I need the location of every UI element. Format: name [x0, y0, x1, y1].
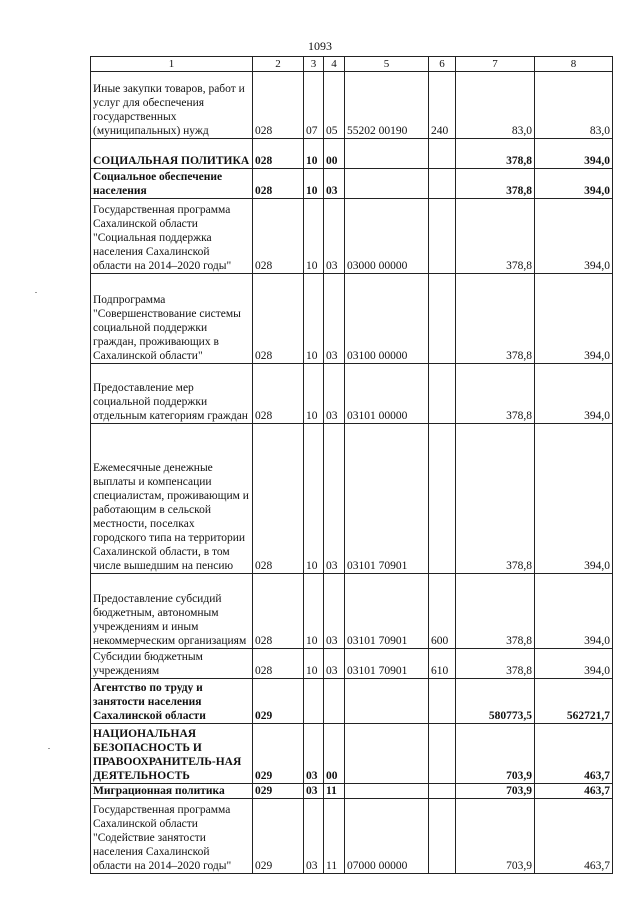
- row-code: 029: [253, 799, 304, 874]
- row-code: 029: [253, 724, 304, 784]
- row-value-year-1: 703,9: [456, 799, 535, 874]
- row-value-year-2: 394,0: [535, 139, 613, 169]
- column-header: 5: [345, 57, 429, 72]
- row-section: 10: [304, 199, 324, 274]
- row-expense-type: [429, 139, 456, 169]
- row-target-article: [345, 724, 429, 784]
- row-section: 10: [304, 274, 324, 364]
- row-target-article: 03101 70901: [345, 424, 429, 574]
- table-row: [91, 274, 613, 364]
- row-subsection: 05: [324, 72, 345, 139]
- table-row: [91, 72, 613, 139]
- row-expense-type: [429, 364, 456, 424]
- row-value-year-2: 394,0: [535, 574, 613, 649]
- row-section: 03: [304, 799, 324, 874]
- row-target-article: 03101 70901: [345, 574, 429, 649]
- row-name: Миграционная политика: [91, 784, 253, 799]
- row-subsection: 03: [324, 169, 345, 199]
- row-subsection: 11: [324, 784, 345, 799]
- column-header: 6: [429, 57, 456, 72]
- row-expense-type: [429, 679, 456, 724]
- row-value-year-1: 703,9: [456, 784, 535, 799]
- row-code: 028: [253, 72, 304, 139]
- column-header: 8: [535, 57, 613, 72]
- row-section: 10: [304, 364, 324, 424]
- row-name: Предоставление субсидий бюджетным, автономным учреждениям и иным некоммерческим организациям: [91, 574, 253, 649]
- row-subsection: 03: [324, 199, 345, 274]
- row-value-year-2: 394,0: [535, 649, 613, 679]
- row-section: 10: [304, 169, 324, 199]
- row-subsection: 03: [324, 364, 345, 424]
- row-value-year-2: 463,7: [535, 784, 613, 799]
- table-row: [91, 799, 613, 874]
- column-header: 7: [456, 57, 535, 72]
- row-expense-type: [429, 274, 456, 364]
- row-value-year-1: 378,8: [456, 364, 535, 424]
- table-row: [91, 199, 613, 274]
- column-header: 1: [91, 57, 253, 72]
- table-body: [91, 72, 613, 874]
- row-value-year-1: 580773,5: [456, 679, 535, 724]
- row-subsection: 03: [324, 649, 345, 679]
- row-expense-type: [429, 784, 456, 799]
- row-expense-type: 600: [429, 574, 456, 649]
- row-target-article: [345, 169, 429, 199]
- row-value-year-1: 378,8: [456, 649, 535, 679]
- row-value-year-1: 378,8: [456, 274, 535, 364]
- scan-speck: [48, 748, 50, 749]
- row-subsection: 03: [324, 424, 345, 574]
- row-value-year-2: 394,0: [535, 169, 613, 199]
- row-section: 10: [304, 574, 324, 649]
- row-value-year-2: 394,0: [535, 424, 613, 574]
- row-code: 028: [253, 169, 304, 199]
- row-value-year-2: 83,0: [535, 72, 613, 139]
- row-value-year-1: 83,0: [456, 72, 535, 139]
- row-target-article: 07000 00000: [345, 799, 429, 874]
- row-section: 03: [304, 724, 324, 784]
- row-code: 028: [253, 274, 304, 364]
- column-header: 3: [304, 57, 324, 72]
- row-name: Государственная программа Сахалинской области "Содействие занятости населения Сахалинской области на 2014–2020 годы": [91, 799, 253, 874]
- row-name: Подпрограмма "Совершенствование системы социальной поддержки граждан, проживающих в Сахалинской области": [91, 274, 253, 364]
- table-row: [91, 574, 613, 649]
- row-name: Ежемесячные денежные выплаты и компенсации специалистам, проживающим и работающим в сельской местности, поселках городского типа на территории Сахалинской области, в том числе вышедшим на пенсию: [91, 424, 253, 574]
- row-subsection: 03: [324, 574, 345, 649]
- row-value-year-1: 378,8: [456, 169, 535, 199]
- row-name: Предоставление мер социальной поддержки отдельным категориям граждан: [91, 364, 253, 424]
- row-code: 028: [253, 199, 304, 274]
- row-value-year-2: 394,0: [535, 274, 613, 364]
- row-name: Агентство по труду и занятости населения Сахалинской области: [91, 679, 253, 724]
- row-value-year-1: 378,8: [456, 139, 535, 169]
- row-name: Государственная программа Сахалинской области "Социальная поддержка населения Сахалинской области на 2014–2020 годы": [91, 199, 253, 274]
- scan-speck: [35, 292, 37, 293]
- page-number: 1093: [308, 39, 332, 53]
- row-name: Социальное обеспечение населения: [91, 169, 253, 199]
- row-value-year-2: 463,7: [535, 799, 613, 874]
- row-target-article: 55202 00190: [345, 72, 429, 139]
- row-subsection: 00: [324, 139, 345, 169]
- row-subsection: 00: [324, 724, 345, 784]
- table-row: [91, 139, 613, 169]
- row-subsection: [324, 679, 345, 724]
- row-value-year-1: 378,8: [456, 199, 535, 274]
- row-code: 028: [253, 139, 304, 169]
- row-value-year-1: 378,8: [456, 574, 535, 649]
- row-value-year-2: 562721,7: [535, 679, 613, 724]
- row-name: СОЦИАЛЬНАЯ ПОЛИТИКА: [91, 139, 253, 169]
- row-code: 028: [253, 424, 304, 574]
- row-expense-type: [429, 799, 456, 874]
- table-row: [91, 724, 613, 784]
- row-code: 028: [253, 649, 304, 679]
- row-section: 10: [304, 139, 324, 169]
- row-target-article: [345, 139, 429, 169]
- table-row: [91, 364, 613, 424]
- row-value-year-1: 378,8: [456, 424, 535, 574]
- column-header: 2: [253, 57, 304, 72]
- row-section: 07: [304, 72, 324, 139]
- row-expense-type: [429, 199, 456, 274]
- row-target-article: [345, 784, 429, 799]
- row-target-article: 03100 00000: [345, 274, 429, 364]
- row-code: 028: [253, 364, 304, 424]
- row-target-article: 03101 70901: [345, 649, 429, 679]
- table-row: [91, 649, 613, 679]
- row-value-year-2: 463,7: [535, 724, 613, 784]
- row-expense-type: [429, 724, 456, 784]
- row-target-article: 03101 00000: [345, 364, 429, 424]
- budget-table: [90, 56, 613, 874]
- table-row: [91, 424, 613, 574]
- row-section: [304, 679, 324, 724]
- row-code: 029: [253, 679, 304, 724]
- header-row: [91, 57, 613, 72]
- table-row: [91, 784, 613, 799]
- row-subsection: 03: [324, 274, 345, 364]
- row-name: НАЦИОНАЛЬНАЯ БЕЗОПАСНОСТЬ И ПРАВООХРАНИТЕЛЬ-НАЯ ДЕЯТЕЛЬНОСТЬ: [91, 724, 253, 784]
- row-target-article: 03000 00000: [345, 199, 429, 274]
- row-expense-type: 610: [429, 649, 456, 679]
- row-value-year-2: 394,0: [535, 364, 613, 424]
- table-row: [91, 169, 613, 199]
- row-target-article: [345, 679, 429, 724]
- row-value-year-2: 394,0: [535, 199, 613, 274]
- row-subsection: 11: [324, 799, 345, 874]
- row-section: 10: [304, 424, 324, 574]
- row-section: 03: [304, 784, 324, 799]
- row-expense-type: [429, 169, 456, 199]
- row-name: Субсидии бюджетным учреждениям: [91, 649, 253, 679]
- row-code: 029: [253, 784, 304, 799]
- row-code: 028: [253, 574, 304, 649]
- row-section: 10: [304, 649, 324, 679]
- table-row: [91, 679, 613, 724]
- row-name: Иные закупки товаров, работ и услуг для обеспечения государственных (муниципальных) нужд: [91, 72, 253, 139]
- column-header: 4: [324, 57, 345, 72]
- row-expense-type: [429, 424, 456, 574]
- row-expense-type: 240: [429, 72, 456, 139]
- row-value-year-1: 703,9: [456, 724, 535, 784]
